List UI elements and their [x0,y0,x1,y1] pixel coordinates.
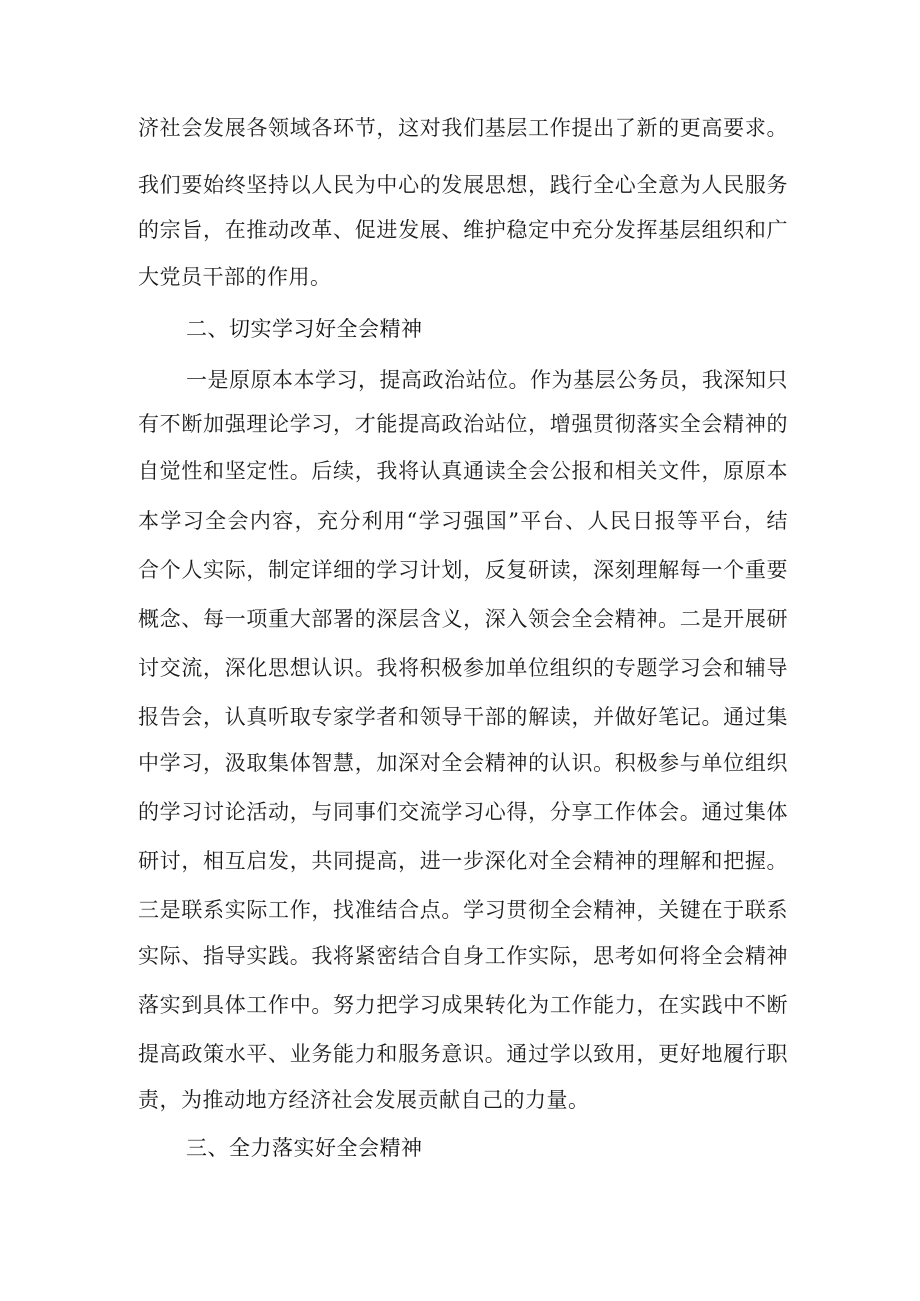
section-2-line: 的学习讨论活动，与同事们交流学习心得，分享工作体会。通过集体 [138,800,788,824]
section-2-line: 合个人实际，制定详细的学习计划，反复研读，深刻理解每一个重要 [138,558,788,582]
intro-line-4: 大党员干部的作用。 [138,265,332,289]
intro-line-2: 我们要始终坚持以人民为中心的发展思想，践行全心全意为人民服务 [138,173,788,197]
section-2-line: 研讨，相互启发，共同提高，进一步深化对全会精神的理解和把握。 [138,849,788,873]
section-2-line: 讨交流，深化思想认识。我将积极参加单位组织的专题学习会和辅导 [138,656,788,680]
intro-line-3: 的宗旨，在推动改革、促进发展、维护稳定中充分发挥基层组织和广 [138,218,788,242]
section-2-line: 一是原原本本学习，提高政治站位。作为基层公务员，我深知只 [186,368,788,392]
section-2-line: 责，为推动地方经济社会发展贡献自己的力量。 [138,1088,590,1112]
section-2-line: 实际、指导实践。我将紧密结合自身工作实际，思考如何将全会精神 [138,944,788,968]
intro-line-1: 济社会发展各领域各环节，这对我们基层工作提出了新的更高要求。 [138,116,788,140]
section-2-line: 自觉性和坚定性。后续，我将认真通读全会公报和相关文件，原原本 [138,459,788,483]
section-2-line: 中学习，汲取集体智慧，加深对全会精神的认识。积极参与单位组织 [138,751,788,775]
section-2-line: 提高政策水平、业务能力和服务意识。通过学以致用，更好地履行职 [138,1042,788,1066]
section-2-line: 有不断加强理论学习，才能提高政治站位，增强贯彻落实全会精神的 [138,412,788,436]
section-2-line: 报告会，认真听取专家学者和领导干部的解读，并做好笔记。通过集 [138,705,788,729]
section-2-heading: 二、切实学习好全会精神 [186,317,423,341]
section-2-line: 落实到具体工作中。努力把学习成果转化为工作能力，在实践中不断 [138,993,788,1017]
section-2-line: 本学习全会内容，充分利用“学习强国”平台、人民日报等平台，结 [138,509,788,533]
section-2-line: 三是联系实际工作，找准结合点。学习贯彻全会精神，关键在于联系 [138,898,788,922]
section-3-heading: 三、全力落实好全会精神 [186,1136,423,1160]
section-2-line: 概念、每一项重大部署的深层含义，深入领会全会精神。二是开展研 [138,607,788,631]
